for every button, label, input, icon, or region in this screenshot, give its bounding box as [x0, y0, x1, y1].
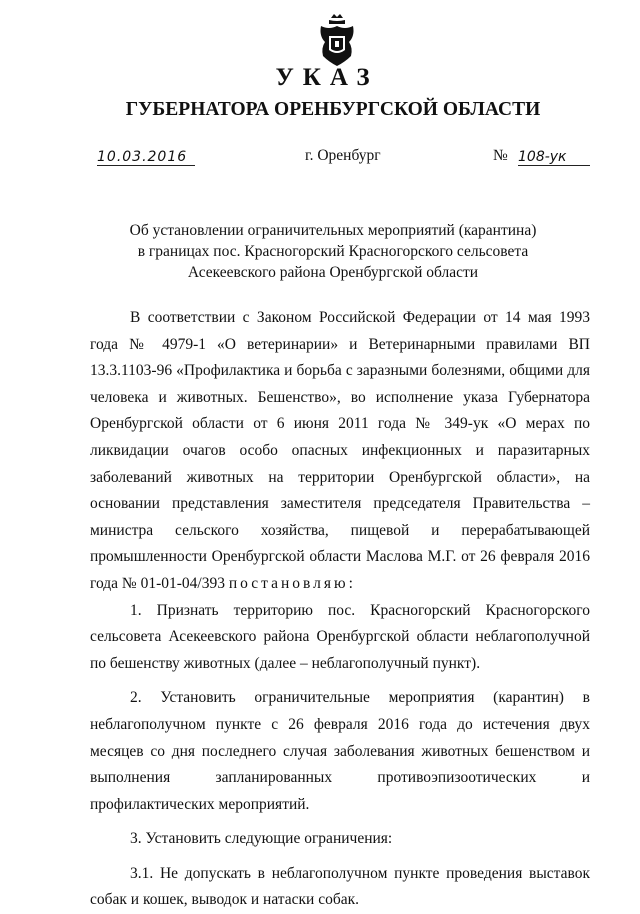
document-number-label: №: [493, 147, 508, 164]
item-1-paragraph: 1. Признать территорию пос. Красногорский Красногорского сельсовета Асекеевского района Оренбургской области неблагополучной по бешенству животных (далее – неблагополучный пункт).: [90, 601, 590, 672]
document-subtitle: ГУБЕРНАТОРА ОРЕНБУРГСКОЙ ОБЛАСТИ: [125, 99, 541, 120]
document-heading: [0, 220, 640, 283]
document-body: [90, 305, 590, 914]
document-title: УКАЗ: [275, 64, 379, 91]
document-city: г. Оренбург: [305, 147, 381, 164]
heading-line: Об установлении ограничительных мероприятий (карантина): [129, 222, 537, 239]
document-number: 108-ук: [518, 149, 590, 166]
item-3-1-paragraph: 3.1. Не допускать в неблагополучном пункте проведения выставок собак и кошек, выводок и натаски собак.: [90, 864, 590, 909]
preamble-text: В соответствии с Законом Российской Федерации от 14 мая 1993 года № 4979-1 «О ветеринарии» и Ветеринарными правилами ВП 13.3.1103-96 «Профилактика и борьба с заразными болезнями, общими для человека и животных. Бешенство», во исполнение указа Губернатора Оренбургской области от 6 июня 2011 года № 349-ук «О мерах по ликвидации очагов особо опасных инфекционных и паразитарных заболеваний животных на территории Оренбургской области», на основании представления заместителя председателя Правительства – министра сельского хозяйства, пищевой и перерабатывающей промышленности Оренбургской области Маслова М.Г. от 26 февраля 2016 года № 01-01-04/393: [90, 309, 590, 592]
coat-of-arms-icon: [315, 12, 359, 68]
heading-line: в границах пос. Красногорский Красногорского сельсовета: [137, 243, 529, 260]
preamble-paragraph: [90, 305, 590, 598]
document-date: 10.03.2016: [97, 149, 195, 166]
item-2-paragraph: 2. Установить ограничительные мероприятия (карантин) в неблагополучном пункте с 26 февраля 2016 года до истечения двух месяцев со дня последнего случая заболевания животных бешенством и выполнения запланированных противоэпизоотических и профилактических мероприятий.: [90, 689, 590, 813]
item-3-paragraph: 3. Установить следующие ограничения:: [130, 830, 393, 848]
heading-line: Асекеевского района Оренбургской области: [187, 264, 479, 281]
decree-word: постановляю:: [228, 574, 356, 592]
